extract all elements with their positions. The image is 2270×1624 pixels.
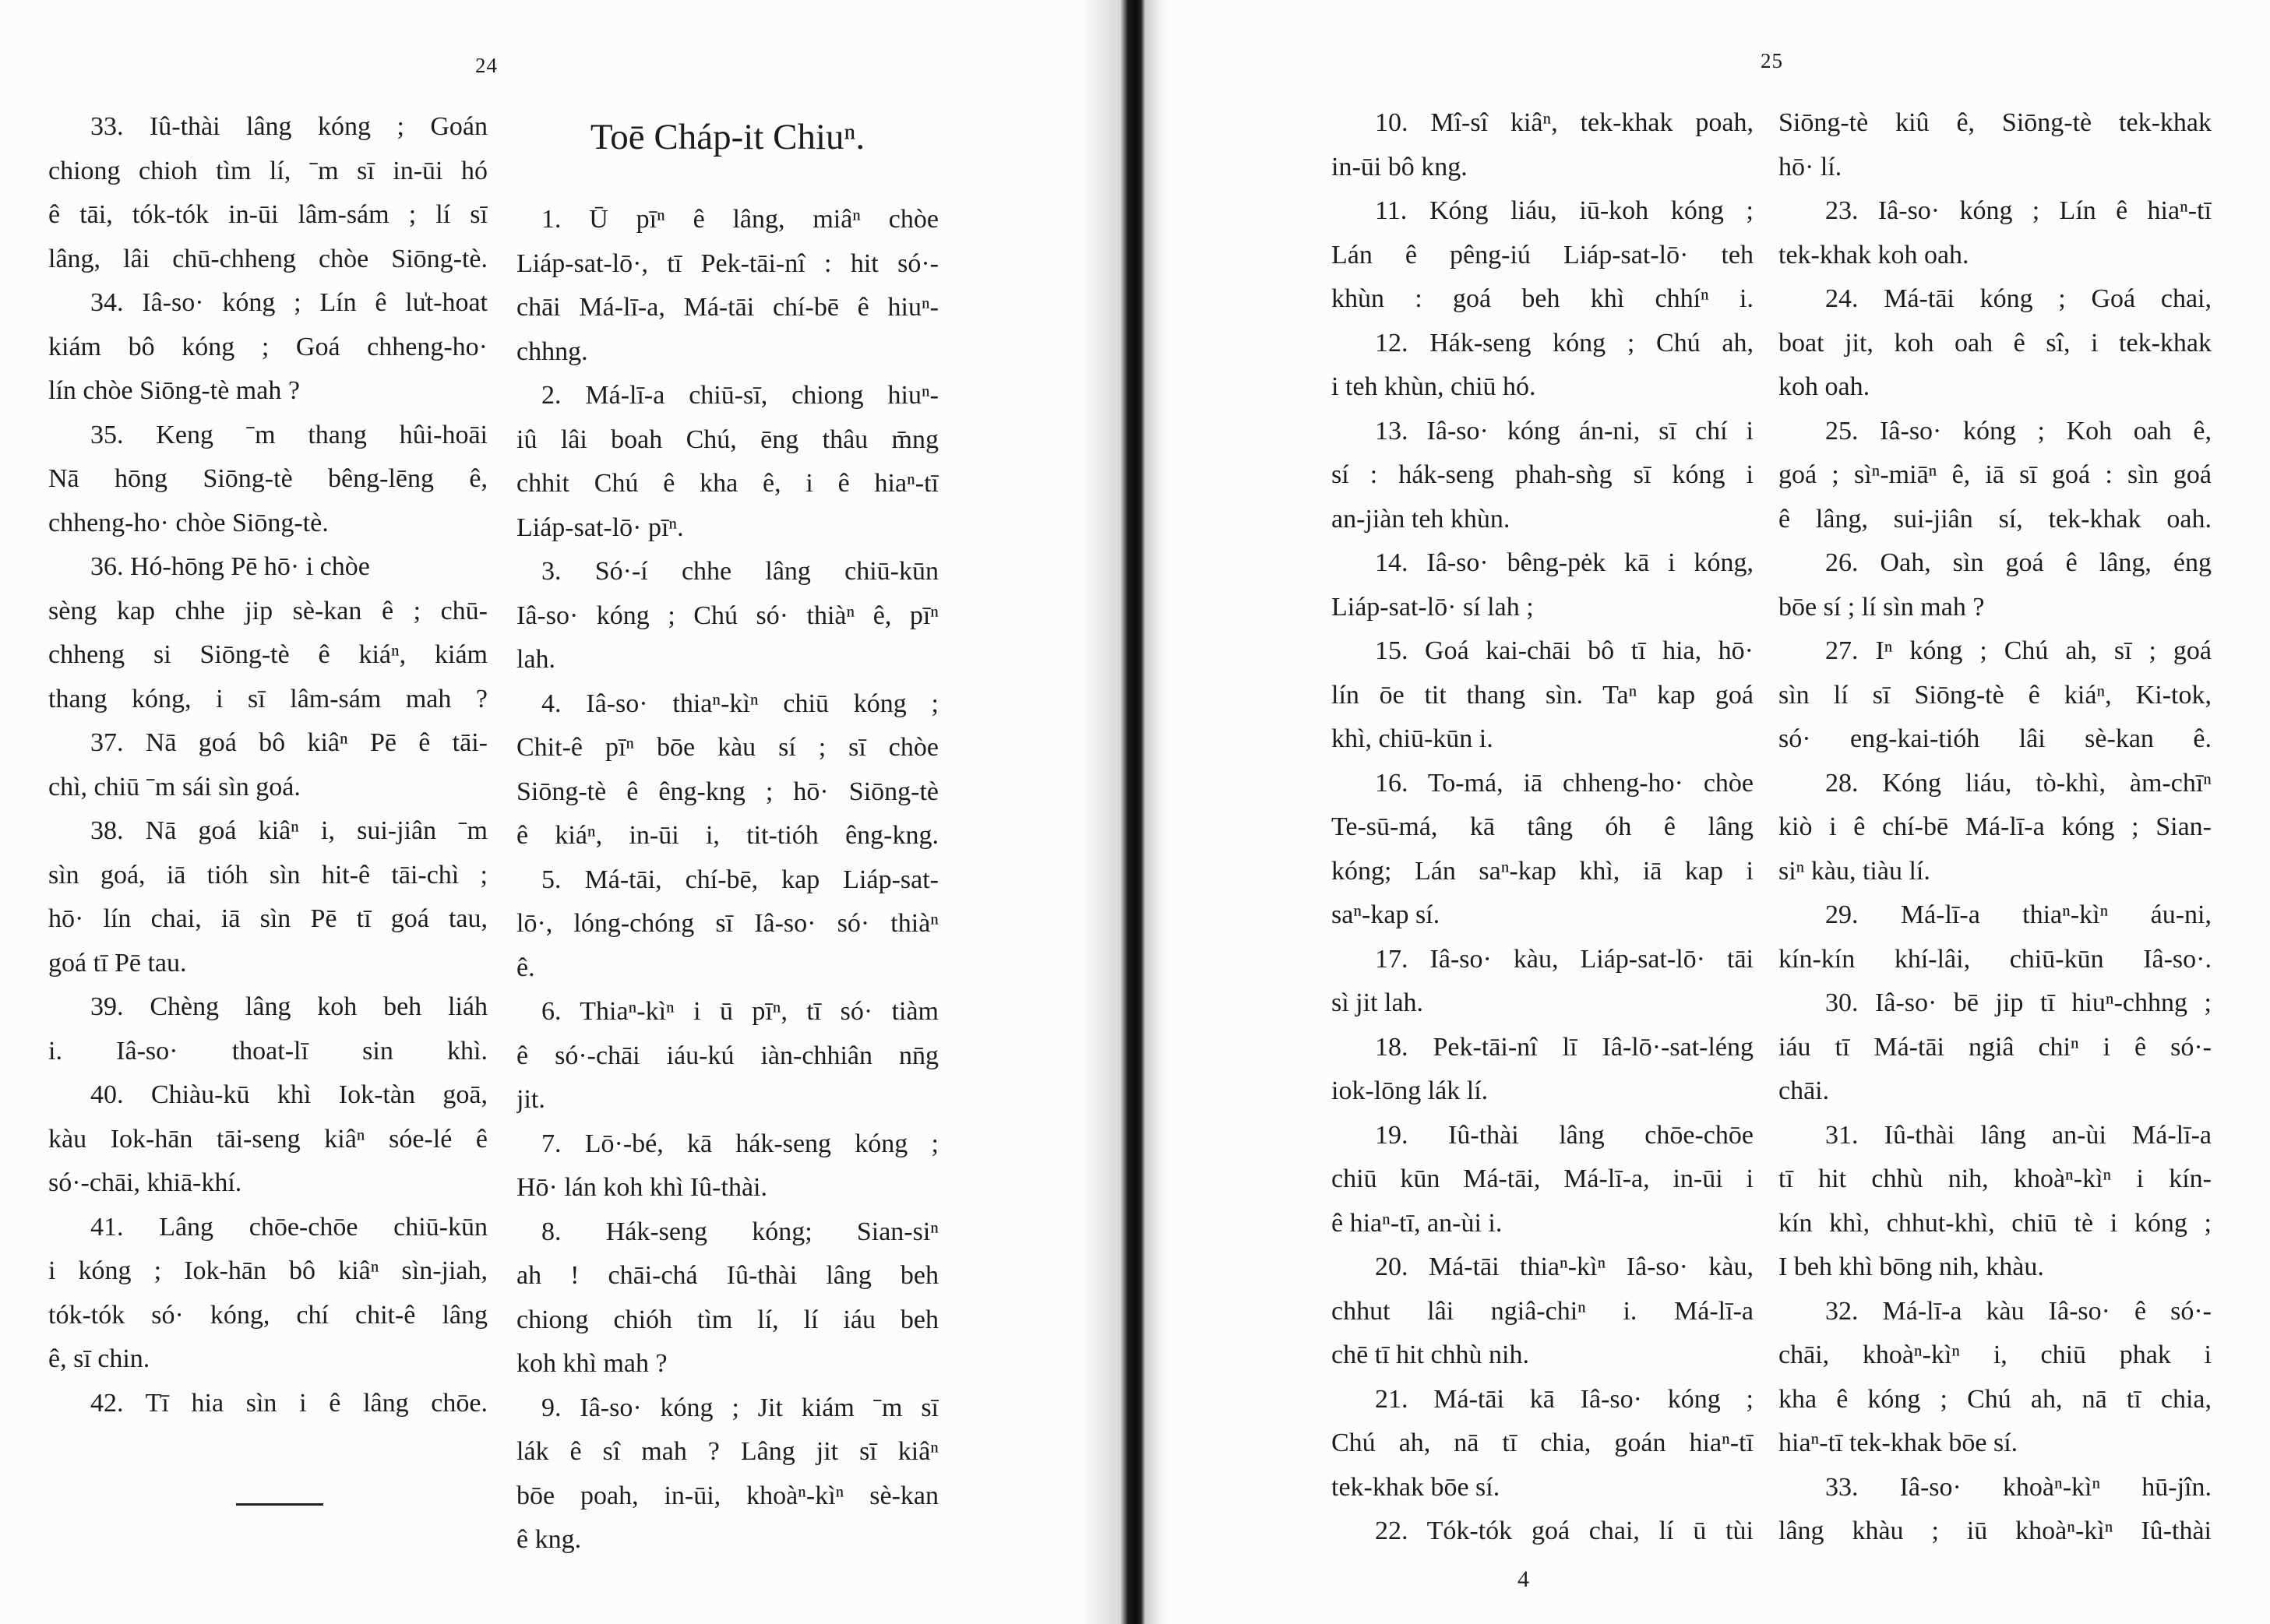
- right-page: [1142, 0, 2270, 1624]
- text-line: chāi Má-lī-a, Má-tāi chí-bē ê hiuⁿ-: [516, 293, 939, 322]
- verse-line: 24. Má-tāi kóng ; Goá chai,: [1825, 284, 2212, 313]
- right-page-column-1: [1331, 101, 1754, 1554]
- text-line: ê tāi, tók-tók in-ūi lâm-sám ; lí sī: [48, 200, 488, 229]
- text-line: hō· lín chai, iā sìn Pē tī goá tau,: [48, 904, 488, 933]
- text-line: tī hit chhù nih, khoàⁿ-kìⁿ i kín-: [1778, 1164, 2212, 1193]
- text-line: chāi, khoàⁿ-kìⁿ i, chiū phak i: [1778, 1340, 2212, 1369]
- text-line: kín-kín khí-lâi, chiū-kūn Iâ-so·.: [1778, 944, 2212, 974]
- text-line: sìn lí sī Siōng-tè ê kiáⁿ, Ki-tok,: [1778, 680, 2212, 710]
- text-line: Lán ê pêng-iú Liáp-sat-lō· teh: [1331, 240, 1754, 269]
- text-line: lâng, lâi chū-chheng chòe Siōng-tè.: [48, 244, 488, 273]
- verse-line: 8. Hák-seng kóng; Sian-siⁿ: [541, 1217, 939, 1246]
- text-line: jit.: [516, 1085, 545, 1114]
- verse-line: 2. Má-lī-a chiū-sī, chiong hiuⁿ-: [541, 381, 939, 410]
- verse-line: 30. Iâ-so· bē jip tī hiuⁿ-chhng ;: [1825, 988, 2212, 1017]
- text-line: chiū kūn Má-tāi, Má-lī-a, in-ūi i: [1331, 1164, 1754, 1193]
- text-line: só·-chāi, khiā-khí.: [48, 1168, 242, 1197]
- text-line: ê, sī chin.: [48, 1344, 150, 1373]
- text-line: tók-tók só· kóng, chí chit-ê lâng: [48, 1300, 488, 1330]
- text-line: chì, chiū ˉm sái sìn goá.: [48, 772, 301, 801]
- text-line: I beh khì bōng nih, khàu.: [1778, 1252, 2044, 1281]
- verse-line: 25. Iâ-so· kóng ; Koh oah ê,: [1825, 416, 2212, 446]
- right-page-column-2: [1778, 101, 2212, 1554]
- text-line: i. Iâ-so· thoat-lī sin khì.: [48, 1036, 488, 1066]
- verse-line: 33. Iû-thài lâng kóng ; Goán: [90, 112, 488, 141]
- verse-line: 7. Lō·-bé, kā hák-seng kóng ;: [541, 1129, 939, 1158]
- text-line: ê kiáⁿ, in-ūi i, tit-tióh êng-kng.: [516, 821, 939, 850]
- text-line: i teh khùn, chiū hó.: [1331, 372, 1536, 401]
- text-line: ê hiaⁿ-tī, an-ùi i.: [1331, 1208, 1503, 1238]
- text-line: sì jit lah.: [1331, 988, 1424, 1017]
- verse-line: 6. Thiaⁿ-kìⁿ i ū pīⁿ, tī só· tiàm: [541, 997, 939, 1026]
- verse-line: 3. Só·-í chhe lâng chiū-kūn: [541, 557, 939, 586]
- verse-line: 9. Iâ-so· kóng ; Jit kiám ˉm sī: [541, 1393, 939, 1422]
- text-line: tek-khak bōe sí.: [1331, 1472, 1500, 1502]
- left-page-column-2: [516, 198, 939, 1562]
- text-line: chhut lâi ngiâ-chiⁿ i. Má-lī-a: [1331, 1296, 1754, 1326]
- text-line: sèng kap chhe jip sè-kan ê ; chū-: [48, 596, 488, 625]
- text-line: i kóng ; Iok-hān bô kiâⁿ sìn-jiah,: [48, 1256, 488, 1285]
- text-line: lâng khàu ; iū khoàⁿ-kìⁿ Iû-thài: [1778, 1517, 2212, 1545]
- text-line: khùn : goá beh khì chhíⁿ i.: [1331, 284, 1754, 313]
- verse-line: 18. Pek-tāi-nî lī Iâ-lō·-sat-léng: [1375, 1032, 1754, 1062]
- text-line: kín khì, chhut-khì, chiū tè i kóng ;: [1778, 1208, 2212, 1238]
- text-line: Liáp-sat-lō· pīⁿ.: [516, 513, 684, 542]
- text-line: chhit Chú ê kha ê, i ê hiaⁿ-tī: [516, 469, 939, 498]
- text-line: ê kng.: [516, 1525, 582, 1554]
- verse-line: 13. Iâ-so· kóng án-ni, sī chí i: [1375, 416, 1754, 446]
- verse-line: 39. Chèng lâng koh beh liáh: [90, 992, 488, 1021]
- text-line: Chú ah, nā tī chia, goán hiaⁿ-tī: [1331, 1428, 1754, 1457]
- text-line: Siōng-tè ê êng-kng ; hō· Siōng-tè: [516, 777, 939, 806]
- verse-line: 22. Tók-tók goá chai, lí ū tùi: [1375, 1517, 1754, 1545]
- verse-line: 15. Goá kai-chāi bô tī hia, hō·: [1375, 636, 1754, 665]
- text-line: sìn goá, iā tióh sìn hit-ê tāi-chì ;: [48, 860, 488, 890]
- text-line: Liáp-sat-lō·, tī Pek-tāi-nî : hit só·-: [516, 248, 939, 278]
- text-line: ah ! chāi-chá Iû-thài lâng beh: [516, 1261, 939, 1290]
- verse-line: 21. Má-tāi kā Iâ-so· kóng ;: [1375, 1384, 1754, 1414]
- text-line: chiong chioh tìm lí, ˉm sī in-ūi hó: [48, 156, 488, 185]
- verse-line: 40. Chiàu-kū khì Iok-tàn goā,: [90, 1080, 488, 1109]
- text-line: chheng si Siōng-tè ê kiáⁿ, kiám: [48, 640, 488, 669]
- verse-line: 4. Iâ-so· thiaⁿ-kìⁿ chiū kóng ;: [541, 689, 939, 718]
- text-line: Siōng-tè kiû ê, Siōng-tè tek-khak: [1778, 108, 2212, 137]
- verse-line: 19. Iû-thài lâng chōe-chōe: [1375, 1120, 1754, 1150]
- text-line: ê só·-chāi iáu-kú iàn-chhiân nn̄g: [516, 1041, 939, 1070]
- verse-line: 11. Kóng liáu, iū-koh kóng ;: [1375, 196, 1754, 225]
- verse-line: 36. Hó-hōng Pē hō· i chòe: [90, 552, 370, 581]
- text-line: chāi.: [1778, 1076, 1830, 1105]
- verse-line: 10. Mî-sî kiâⁿ, tek-khak poah,: [1375, 108, 1754, 137]
- text-line: só· eng-kai-tióh lâi sè-kan ê.: [1778, 724, 2212, 753]
- verse-line: 14. Iâ-so· bêng-pėk kā i kóng,: [1375, 548, 1754, 577]
- left-page-column-1: [48, 105, 488, 1425]
- text-line: bōe sí ; lí sìn mah ?: [1778, 592, 1985, 622]
- verse-line: 34. Iâ-so· kóng ; Lín ê lu̍t-hoat: [90, 288, 488, 317]
- verse-line: 28. Kóng liáu, tò-khì, àm-chīⁿ: [1825, 768, 2212, 798]
- text-line: chheng-ho· chòe Siōng-tè.: [48, 508, 329, 537]
- text-line: Te-sū-má, kā tâng óh ê lâng: [1331, 812, 1754, 841]
- text-line: kiám bô kóng ; Goá chheng-ho·: [48, 332, 488, 361]
- verse-line: 29. Má-lī-a thiaⁿ-kìⁿ áu-ni,: [1825, 900, 2212, 929]
- text-line: bōe poah, in-ūi, khoàⁿ-kìⁿ sè-kan: [516, 1481, 939, 1510]
- text-line: iáu tī Má-tāi ngiâ chiⁿ i ê só·-: [1778, 1032, 2212, 1062]
- verse-line: 31. Iû-thài lâng an-ùi Má-lī-a: [1825, 1120, 2212, 1150]
- page-number-right: 25: [1761, 49, 1783, 72]
- verse-line: 35. Keng ˉm thang hûi-hoāi: [90, 420, 488, 449]
- text-line: kha ê kóng ; Chú ah, nā tī chia,: [1778, 1384, 2212, 1414]
- text-line: chiong chióh tìm lí, lí iáu beh: [516, 1305, 939, 1334]
- text-line: koh oah.: [1778, 372, 1870, 401]
- text-line: lák ê sî mah ? Lâng jit sī kiâⁿ: [516, 1437, 939, 1466]
- section-end-rule: [236, 1503, 323, 1506]
- verse-line: 38. Nā goá kiâⁿ i, sui-jiân ˉm: [90, 816, 488, 845]
- verse-line: 37. Nā goá bô kiâⁿ Pē ê tāi-: [90, 728, 488, 757]
- text-line: kàu Iok-hān tāi-seng kiâⁿ sóe-lé ê: [48, 1124, 488, 1154]
- verse-line: 17. Iâ-so· kàu, Liáp-sat-lō· tāi: [1375, 944, 1754, 974]
- signature-mark: 4: [1517, 1566, 1529, 1592]
- text-line: tek-khak koh oah.: [1778, 240, 1969, 269]
- text-line: lō·, lóng-chóng sī Iâ-so· só· thiàⁿ: [516, 909, 939, 938]
- page-number-left: 24: [475, 54, 498, 77]
- verse-line: 26. Oah, sìn goá ê lâng, éng: [1825, 548, 2212, 577]
- text-line: thang kóng, i sī lâm-sám mah ?: [48, 684, 488, 713]
- verse-line: 5. Má-tāi, chí-bē, kap Liáp-sat-: [541, 865, 939, 894]
- text-line: iû lâi boah Chú, ēng thâu m̄ng: [516, 424, 939, 454]
- verse-line: 32. Má-lī-a kàu Iâ-so· ê só·-: [1825, 1296, 2212, 1326]
- text-line: Liáp-sat-lō· sí lah ;: [1331, 592, 1534, 622]
- text-line: khì, chiū-kūn i.: [1331, 724, 1493, 753]
- verse-line: 12. Hák-seng kóng ; Chú ah,: [1375, 328, 1754, 358]
- text-line: Hō· lán koh khì Iû-thài.: [516, 1173, 767, 1202]
- verse-line: 33. Iâ-so· khoàⁿ-kìⁿ hū-jîn.: [1825, 1472, 2212, 1502]
- text-line: sí : hák-seng phah-sǹg sī kóng i: [1331, 460, 1754, 489]
- text-line: lín chòe Siōng-tè mah ?: [48, 376, 300, 405]
- text-line: Iâ-so· kóng ; Chú só· thiàⁿ ê, pīⁿ: [516, 601, 939, 630]
- verse-line: 41. Lâng chōe-chōe chiū-kūn: [90, 1212, 488, 1242]
- text-line: goá tī Pē tau.: [48, 948, 187, 978]
- text-line: lín ōe tit thang sìn. Taⁿ kap goá: [1331, 680, 1754, 710]
- text-line: iok-lōng lák lí.: [1331, 1076, 1489, 1105]
- text-line: ê.: [516, 953, 535, 982]
- verse-line: 42. Tī hia sìn i ê lâng chōe.: [90, 1388, 488, 1418]
- text-line: lah.: [516, 645, 556, 674]
- text-line: Chit-ê pīⁿ bōe kàu sí ; sī chòe: [516, 733, 939, 762]
- text-line: goá ; sìⁿ-miāⁿ ê, iā sī goá : sìn goá: [1778, 460, 2212, 489]
- left-page: [0, 0, 1122, 1624]
- verse-line: 1. Ū pīⁿ ê lâng, miâⁿ chòe: [541, 205, 939, 234]
- verse-line: 16. To-má, iā chheng-ho· chòe: [1375, 768, 1754, 798]
- verse-line: 27. Iⁿ kóng ; Chú ah, sī ; goá: [1825, 636, 2212, 665]
- text-line: boat jit, koh oah ê sî, i tek-khak: [1778, 328, 2212, 358]
- text-line: an-jiàn teh khùn.: [1331, 504, 1510, 534]
- text-line: kóng; Lán saⁿ-kap khì, iā kap i: [1331, 856, 1754, 886]
- text-line: in-ūi bô kng.: [1331, 152, 1468, 181]
- text-line: hiaⁿ-tī tek-khak bōe sí.: [1778, 1428, 2018, 1457]
- text-line: kiò i ê chí-bē Má-lī-a kóng ; Sian-: [1778, 812, 2212, 841]
- text-line: Nā hōng Siōng-tè bêng-lēng ê,: [48, 464, 488, 493]
- text-line: hō· lí.: [1778, 152, 1842, 181]
- verse-line: 23. Iâ-so· kóng ; Lín ê hiaⁿ-tī: [1825, 196, 2212, 225]
- text-line: siⁿ kàu, tiàu lí.: [1778, 856, 1930, 886]
- verse-line: 20. Má-tāi thiaⁿ-kìⁿ Iâ-so· kàu,: [1375, 1252, 1754, 1281]
- text-line: koh khì mah ?: [516, 1349, 668, 1378]
- text-line: chē tī hit chhù nih.: [1331, 1340, 1530, 1369]
- text-line: chhng.: [516, 336, 588, 366]
- text-line: saⁿ-kap sí.: [1331, 900, 1440, 929]
- chapter-title: Toē Cháp-it Chiuⁿ.: [590, 117, 865, 157]
- text-line: ê lâng, sui-jiân sí, tek-khak oah.: [1778, 504, 2212, 534]
